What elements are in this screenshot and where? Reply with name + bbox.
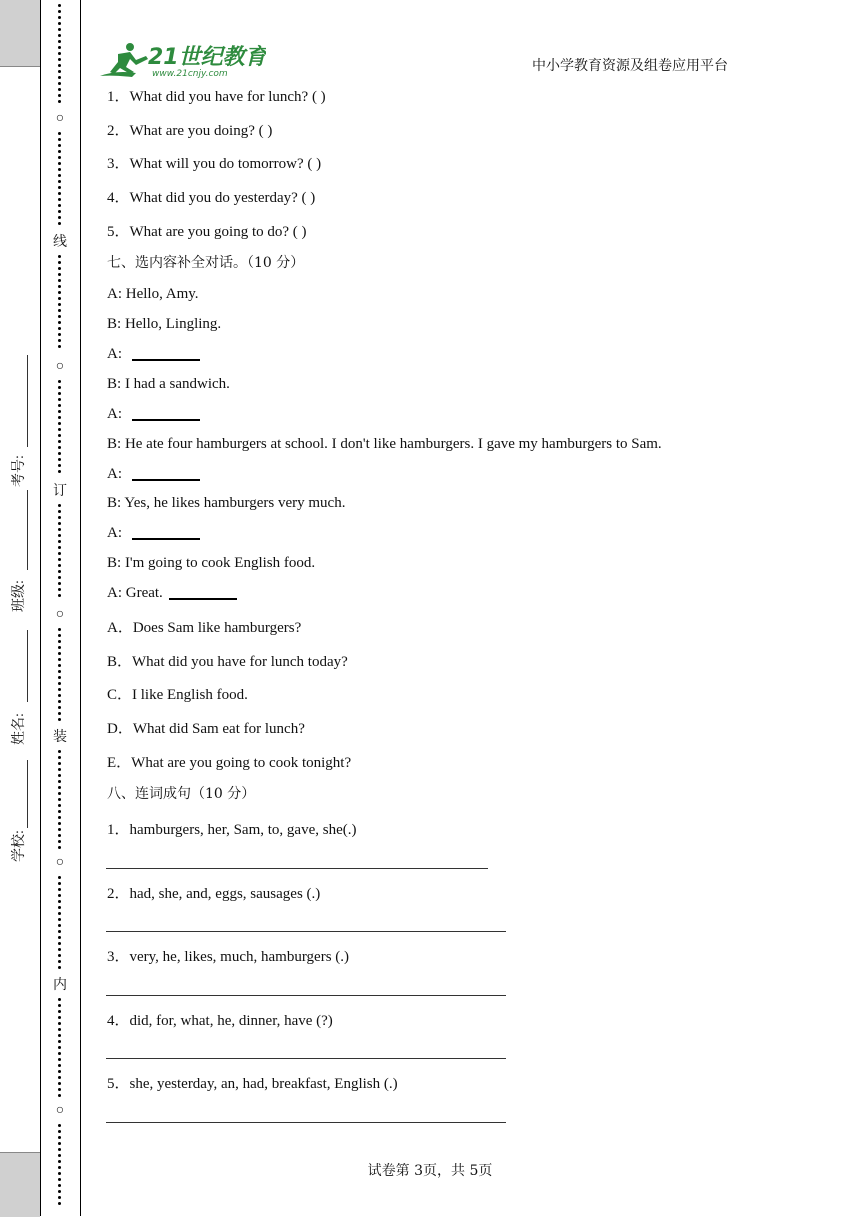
page-footer: 试卷第 3页，共 5页 [367,1163,493,1179]
binding-hole-icon: ○ [55,111,65,126]
dialogue-line-6: B: He ate four hamburgers at school. I don't like hamburgers. I gave my hamburgers to Sam. [107,436,662,452]
exam-number-fill-line [27,355,28,447]
logo-wordmark: 21世纪教育 [148,45,266,70]
class-fill-line [27,490,28,570]
binding-hole-icon: ○ [55,359,65,374]
q6-item-2: 2．What are you doing? ( ) [107,123,273,139]
binding-hole-icon: ○ [55,855,65,870]
answer-line-3[interactable] [106,995,506,996]
logo-url: www.21cnjy.com [152,69,228,79]
dotted-cut-line [58,504,62,604]
dialogue-line-4: B: I had a sandwich. [107,376,230,392]
cut-line-mark: 订 [53,483,67,499]
dialogue-line-5: A: [107,406,200,423]
exam-number-label: 考号: [12,455,27,487]
answer-blank[interactable] [132,418,200,421]
cut-line-mark: 内 [53,977,67,993]
answer-line-2[interactable] [106,931,506,932]
sentence-item-3: 3．very, he, likes, much, hamburgers (.) [107,949,350,965]
dialogue-line-1: A: Hello, Amy. [107,286,199,302]
answer-blank[interactable] [132,478,200,481]
answer-line-1[interactable] [106,868,488,869]
dialogue-line-8: B: Yes, he likes hamburgers very much. [107,495,346,511]
cut-line-column [40,0,81,1216]
option-c: C．I like English food. [107,687,248,703]
binding-gutter [0,0,41,1216]
cut-line-mark: 线 [53,234,67,250]
option-a: A．Does Sam like hamburgers? [107,620,302,636]
sentence-item-1: 1．hamburgers, her, Sam, to, gave, she(.) [107,822,357,838]
answer-line-4[interactable] [106,1058,506,1059]
answer-line-5[interactable] [106,1122,506,1123]
binding-hole-icon: ○ [55,607,65,622]
dialogue-line-10: B: I'm going to cook English food. [107,555,316,571]
dotted-cut-line [58,998,62,1100]
q6-item-4: 4．What did you do yesterday? ( ) [107,190,316,206]
dotted-cut-line [58,132,62,231]
dotted-cut-line [58,628,62,726]
class-label: 班级: [12,580,27,612]
dotted-cut-line [58,4,62,108]
brand-logo [96,40,266,80]
option-d: D．What did Sam eat for lunch? [107,721,305,737]
platform-title: 中小学教育资源及组卷应用平台 [532,58,728,74]
school-fill-line [27,760,28,828]
dialogue-line-3: A: [107,346,200,363]
answer-blank[interactable] [132,537,200,540]
dialogue-line-2: B: Hello, Lingling. [107,316,222,332]
dotted-cut-line [58,876,62,974]
name-label: 姓名: [12,713,27,745]
dotted-cut-line [58,750,62,852]
q6-item-3: 3．What will you do tomorrow? ( ) [107,156,322,172]
option-b: B．What did you have for lunch today? [107,654,348,670]
gutter-top-block [0,0,40,67]
dialogue-line-7: A: [107,466,200,483]
option-e: E．What are you going to cook tonight? [107,755,352,771]
dotted-cut-line [58,380,62,480]
dialogue-line-9: A: [107,525,200,542]
q6-item-5: 5．What are you going to do? ( ) [107,224,307,240]
section8-title: 八、连词成句（10 分） [107,786,256,802]
sentence-item-2: 2．had, she, and, eggs, sausages (.) [107,886,321,902]
dotted-cut-line [58,255,62,356]
q6-item-1: 1．What did you have for lunch? ( ) [107,89,326,105]
answer-blank[interactable] [169,597,237,600]
answer-blank[interactable] [132,358,200,361]
name-fill-line [27,630,28,702]
cut-line-mark: 装 [53,729,67,745]
sentence-item-4: 4．did, for, what, he, dinner, have (?) [107,1013,333,1029]
binding-hole-icon: ○ [55,1103,65,1118]
section7-title: 七、选内容补全对话。（10 分） [107,255,305,271]
sentence-item-5: 5．she, yesterday, an, had, breakfast, English (.) [107,1076,398,1092]
school-label: 学校: [12,830,27,862]
dialogue-line-11: A: Great. [107,585,237,602]
